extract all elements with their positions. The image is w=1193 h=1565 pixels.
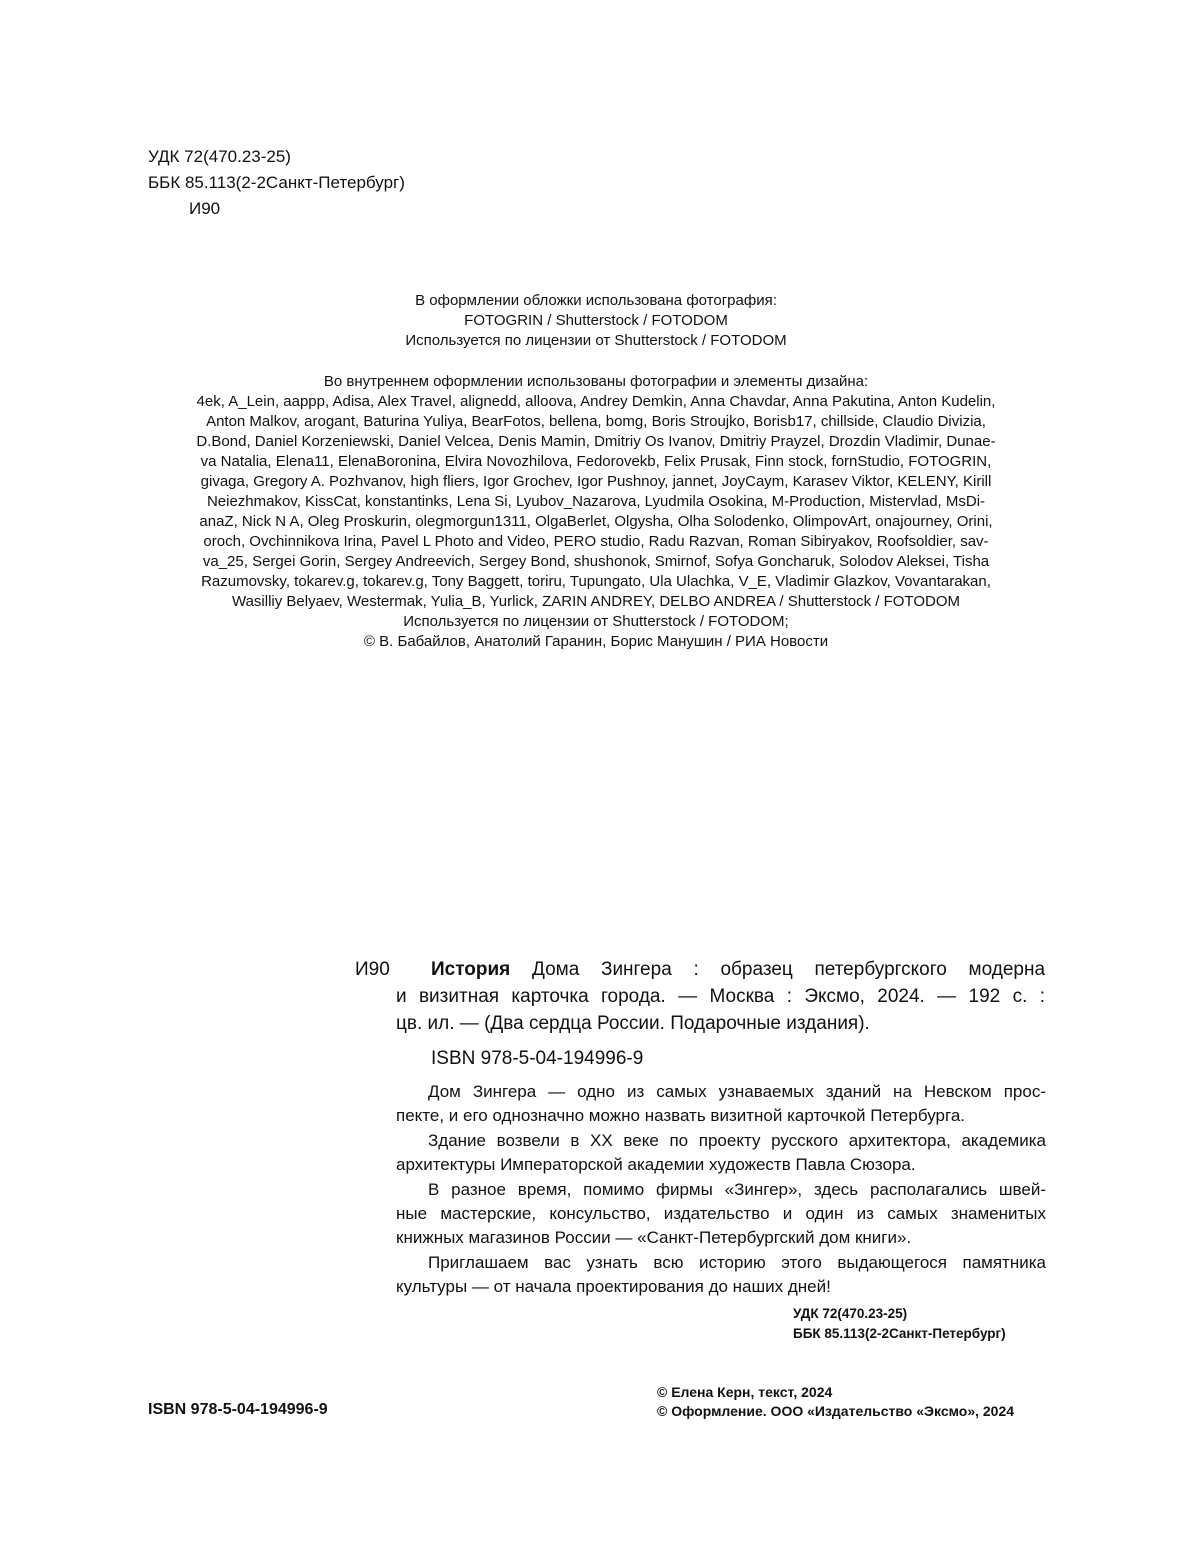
copyright-line: © Оформление. ООО «Издательство «Эксмо», 2024 [657, 1403, 1015, 1419]
inner-credit-line: anaZ, Nick N A, Oleg Proskurin, olegmorgun1311, OlgaBerlet, Olgysha, Olha Solodenko, OlimpovArt, onajourney, Orini, [199, 513, 993, 530]
inner-credit-line: Neiezhmakov, KissCat, konstantinks, Lena Si, Lyubov_Nazarova, Lyudmila Osokina, M-Production, Mistervlad, MsDi- [206, 493, 986, 510]
bib-line-3: цв. ил. — (Два сердца России. Подарочные издания). [396, 1013, 870, 1034]
bib-isbn: ISBN 978-5-04-194996-9 [431, 1048, 644, 1069]
author-mark: И90 [189, 199, 221, 218]
bbk-code: ББК 85.113(2-2Санкт-Петербург) [148, 173, 405, 192]
annotation [396, 1080, 1046, 1300]
bib-code: И90 [355, 959, 390, 980]
top-classification [148, 144, 405, 222]
annotation-line: Дом Зингера — одно из самых узнаваемых зданий на Невском прос- [428, 1082, 1046, 1101]
udk-code-bottom: УДК 72(470.23-25) [793, 1306, 908, 1321]
cover-credits [196, 291, 996, 351]
bib-title-rest: Дома Зингера : образец петербургского модерна [531, 959, 1046, 980]
inner-credit-line: oroch, Ovchinnikova Irina, Pavel L Photo and Video, PERO studio, Radu Razvan, Roman Sibiryakov, Roofsoldier, sav- [203, 533, 989, 550]
inner-credit-line: va Natalia, Elena11, ElenaBoronina, Elvira Novozhilova, Fedorovekb, Felix Prusak, Finn stock, fornStudio, FOTOGRIN, [200, 453, 992, 470]
inner-credit-line: 4ek, A_Lein, aappp, Adisa, Alex Travel, alignedd, alloova, Andrey Demkin, Anna Chavdar, Anna Pakutina, Anton Kudelin, [196, 393, 996, 410]
bottom-classification [793, 1304, 1006, 1344]
cover-credit-line: В оформлении обложки использована фотография: [415, 292, 777, 309]
annotation-line: культуры — от начала проектирования до наших дней! [396, 1277, 831, 1297]
inner-credit-line: Во внутреннем оформлении использованы фотографии и элементы дизайна: [323, 373, 869, 390]
isbn-bottom: ISBN 978-5-04-194996-9 [148, 1401, 328, 1418]
bibliographic-record [355, 956, 1045, 1037]
inner-credit-line: givaga, Gregory A. Pozhvanov, high fliers, Igor Grochev, Igor Pushnoy, jannet, JoyCaym, Karasev Viktor, KELENY, Kirill [200, 473, 992, 490]
bib-line-2: и визитная карточка города. — Москва : Эксмо, 2024. — 192 с. : [396, 986, 1045, 1007]
inner-credit-line: Используется по лицензии от Shutterstock / FOTODOM; [403, 613, 789, 630]
inner-credit-line: Anton Malkov, arogant, Baturina Yuliya, BearFotos, bellena, bomg, Boris Stroujko, Borisb17, chillside, Claudio Divizia, [206, 413, 986, 430]
inner-credits [146, 372, 1046, 652]
annotation-line: Здание возвели в XX веке по проекту русского архитектора, академика [428, 1130, 1046, 1150]
bib-title: История [431, 959, 511, 980]
cover-credit-line: FOTOGRIN / Shutterstock / FOTODOM [464, 312, 728, 329]
inner-credit-line: D.Bond, Daniel Korzeniewski, Daniel Velcea, Denis Mamin, Dmitriy Os Ivanov, Dmitriy Prayzel, Drozdin Vladimir, Dunae- [196, 433, 996, 450]
inner-credit-line: va_25, Sergei Gorin, Sergey Andreevich, Sergey Bond, shushonok, Smirnof, Sofya Goncharuk, Solodov Aleksei, Tisha [202, 553, 990, 570]
bib-line-1 [355, 956, 1045, 983]
annotation-line: пекте, и его однозначно можно назвать визитной карточкой Петербурга. [396, 1106, 966, 1126]
bbk-code-bottom: ББК 85.113(2-2Санкт-Петербург) [793, 1326, 1006, 1341]
copyright-block [657, 1383, 1014, 1421]
annotation-line: Приглашаем вас узнать всю историю этого выдающегося памятника [428, 1252, 1046, 1272]
udk-code: УДК 72(470.23-25) [148, 147, 291, 166]
cover-credit-line: Используется по лицензии от Shutterstock / FOTODOM [405, 332, 787, 349]
annotation-line: книжных магазинов России — «Санкт-Петербургский дом книги». [396, 1228, 912, 1248]
copyright-line: © Елена Керн, текст, 2024 [657, 1384, 833, 1400]
annotation-line: ные мастерские, консульство, издательство и один из самых знаменитых [396, 1204, 1046, 1224]
inner-credit-line: Wasilliy Belyaev, Westermak, Yulia_B, Yurlick, ZARIN ANDREY, DELBO ANDREA / Shutterstock / FOTODOM [231, 593, 960, 610]
annotation-line: В разное время, помимо фирмы «Зингер», здесь располагались швей- [428, 1179, 1046, 1199]
inner-credit-line: © В. Бабайлов, Анатолий Гаранин, Борис Манушин / РИА Новости [363, 633, 829, 650]
inner-credit-line: Razumovsky, tokarev.g, tokarev.g, Tony Baggett, toriru, Tupungato, Ula Ulachka, V_E, Vladimir Glazkov, Vovantarakan, [201, 573, 991, 590]
annotation-line: архитектуры Императорской академии художеств Павла Сюзора. [396, 1155, 916, 1175]
